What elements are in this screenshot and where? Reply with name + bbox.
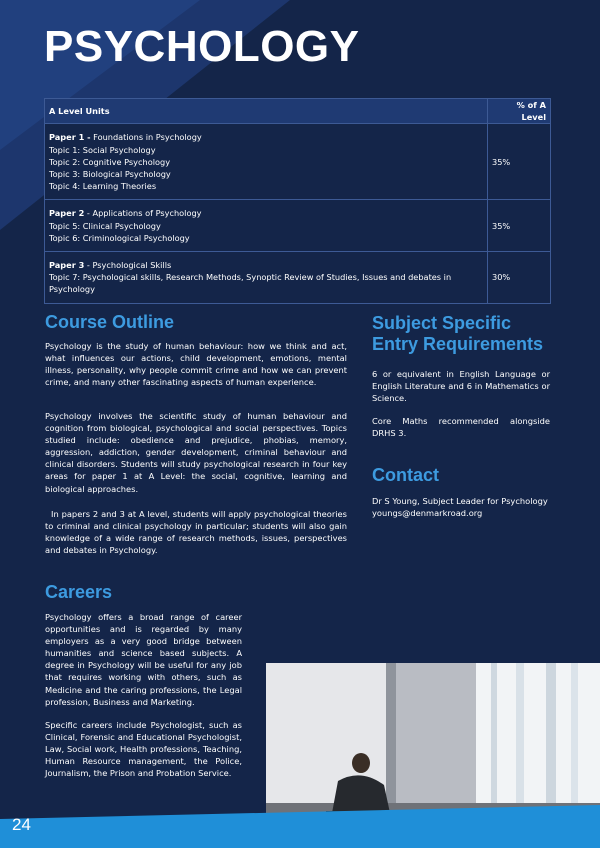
table-row	[45, 124, 551, 200]
careers-heading: Careers	[45, 582, 113, 602]
topic-item: Topic 6: Criminological Psychology	[49, 232, 190, 243]
entry-requirements-paragraph-2: Core Maths recommended alongside DRHS 3.	[372, 416, 550, 439]
paper-3-cell	[45, 252, 488, 304]
careers-paragraph-1: Psychology offers a broad range of career opportunities and is regarded by many employers as a very good bridge between humanities and science based subjects. A degree in Psychology will be useful for any job that requires working with others, such as Medicine and the caring professions, the Legal profession, Business and Marketing.	[45, 612, 242, 707]
page-number: 24	[12, 815, 31, 834]
paper-3-name: - Psychological Skills	[84, 260, 172, 271]
paper-1-cell	[45, 124, 488, 200]
paper-3-percent: 30%	[488, 252, 551, 304]
course-outline-paragraph-1: Psychology is the study of human behaviour: how we think and act, what influences our actions, child development, emotions, mental illness, personality, why people commit crime and how we can prevent crime, and many other fascinating aspects of human experience.	[45, 341, 347, 388]
paper-3-label: Paper 3	[49, 260, 85, 271]
percent-column-header: % of A Level	[488, 99, 551, 124]
careers-paragraph-2: Specific careers include Psychologist, such as Clinical, Forensic and Educational Psychologist, Law, Social work, Health professions, Teaching, Human Resource management, the Police, Journalism, the Prison and Probation Service.	[45, 720, 242, 779]
units-column-header: A Level Units	[45, 99, 488, 124]
course-outline-heading: Course Outline	[45, 312, 175, 332]
topic-item: Topic 2: Cognitive Psychology	[49, 156, 171, 167]
footer-band	[0, 805, 600, 848]
table-row	[45, 200, 551, 252]
paper-2-name: - Applications of Psychology	[84, 208, 202, 219]
paper-1-percent: 35%	[488, 124, 551, 200]
entry-requirements-paragraph-1: 6 or equivalent in English Language or English Literature and 6 in Mathematics or Science.	[372, 369, 550, 404]
paper-1-name: Foundations in Psychology	[90, 132, 202, 143]
a-level-units-table	[44, 98, 551, 304]
page-title: PSYCHOLOGY	[44, 22, 360, 71]
topic-item: Topic 5: Clinical Psychology	[49, 220, 161, 231]
contact-details: Dr S Young, Subject Leader for Psychology youngs@denmarkroad.org	[372, 496, 548, 519]
topic-item: Topic 1: Social Psychology	[49, 144, 156, 155]
topic-item: Topic 4: Learning Theories	[49, 181, 157, 192]
table-header-row	[45, 99, 551, 124]
paper-2-percent: 35%	[488, 200, 551, 252]
topic-item: Topic 7: Psychological skills, Research Methods, Synoptic Review of Studies, Issues and debates in Psychology	[49, 272, 452, 295]
course-outline-paragraph-2: Psychology involves the scientific study of human behaviour and cognition from biological, psychological and social perspectives. Topics studied include: obedience and prejudice, phobias, memory, aggression, addiction, gender development, criminal behaviour and clinical disorders. Students will study psychological research in four key areas for paper 1 at A Level: the social, cognitive, learning and biological approaches.	[45, 411, 347, 494]
topic-item: Topic 3: Biological Psychology	[49, 169, 171, 180]
table-row	[45, 252, 551, 304]
entry-requirements-heading-line-2: Entry Requirements	[372, 334, 544, 354]
paper-1-label: Paper 1 -	[49, 132, 91, 143]
entry-requirements-heading-line-1: Subject Specific	[372, 313, 512, 333]
contact-heading: Contact	[372, 465, 439, 485]
paper-2-cell	[45, 200, 488, 252]
paper-2-label: Paper 2	[49, 208, 85, 219]
course-outline-paragraph-3: In papers 2 and 3 at A level, students will apply psychological theories to criminal and clinical psychology in particular; students will also gain knowledge of a wide range of research methods, issues, perspectives and debates in Psychology.	[45, 509, 347, 556]
